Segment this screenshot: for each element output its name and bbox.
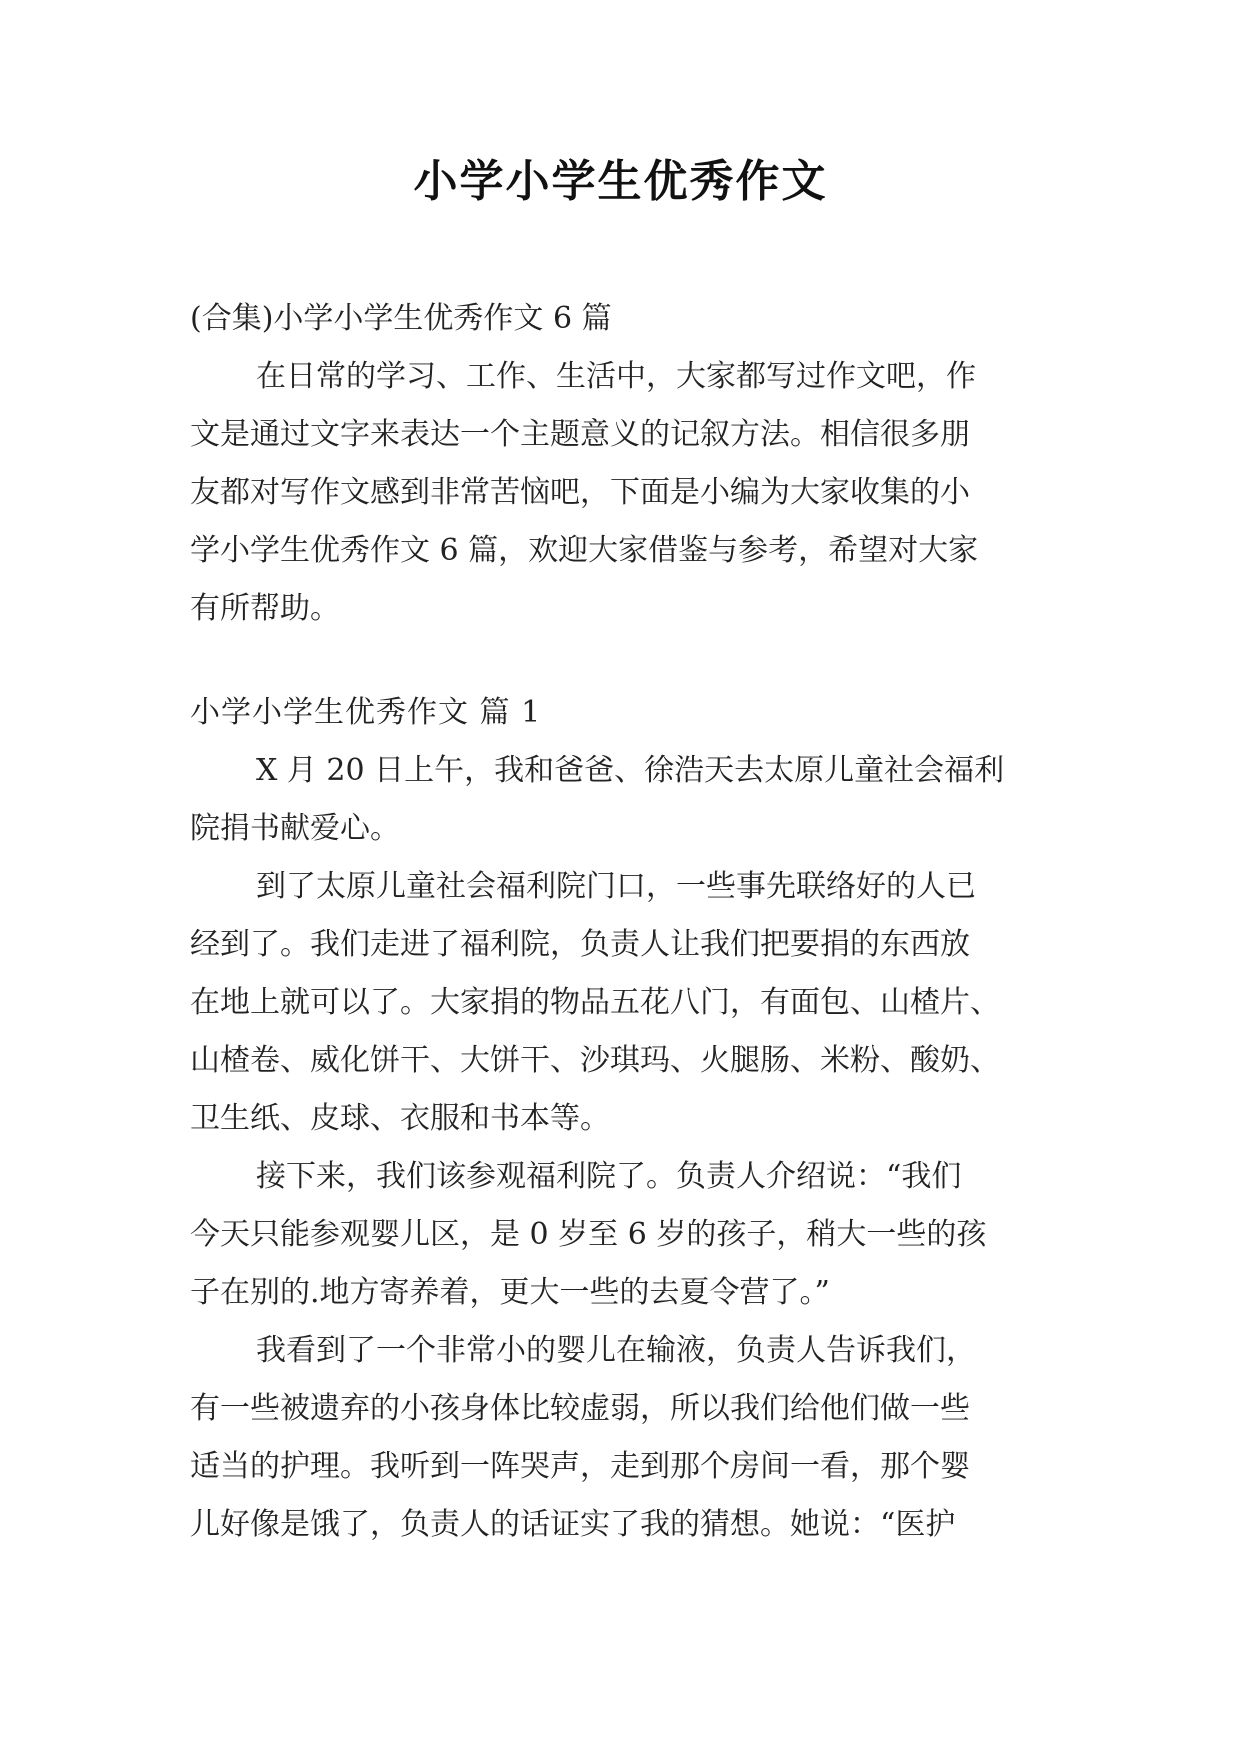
- paragraph-line: 卫生纸、皮球、衣服和书本等。: [190, 1101, 610, 1136]
- paragraph-line: 院捐书献爱心。: [190, 811, 400, 846]
- paragraph-line: 我看到了一个非常小的婴儿在输液，负责人告诉我们，: [256, 1333, 976, 1368]
- intro-paragraph: [190, 348, 1058, 638]
- section-gap: [190, 638, 1058, 684]
- paragraph-line: 子在别的.地方寄养着，更大一些的去夏令营了。”: [190, 1275, 830, 1310]
- paragraph-line: 到了太原儿童社会福利院门口，一些事先联络好的人已: [256, 869, 976, 904]
- paragraph-1: [190, 742, 1058, 858]
- intro-line: 友都对写作文感到非常苦恼吧，下面是小编为大家收集的小: [190, 475, 970, 510]
- intro-line: 学小学生优秀作文 6 篇，欢迎大家借鉴与参考，希望对大家: [190, 533, 979, 568]
- intro-line: 有所帮助。: [190, 591, 340, 626]
- document-body: [190, 290, 1058, 1554]
- paragraph-4: [190, 1322, 1058, 1554]
- paragraph-line: 适当的护理。我听到一阵哭声，走到那个房间一看，那个婴: [190, 1449, 970, 1484]
- paragraph-line: 今天只能参观婴儿区，是 0 岁至 6 岁的孩子，稍大一些的孩: [190, 1217, 987, 1252]
- intro-line: 在日常的学习、工作、生活中，大家都写过作文吧，作: [256, 359, 976, 394]
- intro-line: 文是通过文字来表达一个主题意义的记叙方法。相信很多朋: [190, 417, 970, 452]
- paragraph-line: X 月 20 日上午，我和爸爸、徐浩天去太原儿童社会福利: [256, 753, 1005, 788]
- paragraph-line: 接下来，我们该参观福利院了。负责人介绍说：“我们: [256, 1159, 962, 1194]
- paragraph-line: 儿好像是饿了，负责人的话证实了我的猜想。她说：“医护: [190, 1507, 956, 1542]
- paragraph-line: 山楂卷、威化饼干、大饼干、沙琪玛、火腿肠、米粉、酸奶、: [190, 1043, 1000, 1078]
- paragraph-line: 有一些被遗弃的小孩身体比较虚弱，所以我们给他们做一些: [190, 1391, 970, 1426]
- paragraph-line: 在地上就可以了。大家捐的物品五花八门，有面包、山楂片、: [190, 985, 1000, 1020]
- paragraph-line: 经到了。我们走进了福利院，负责人让我们把要捐的东西放: [190, 927, 970, 962]
- paragraph-3: [190, 1148, 1058, 1322]
- section-heading: 小学小学生优秀作文 篇 1: [190, 695, 542, 730]
- paragraph-2: [190, 858, 1058, 1148]
- collection-label: (合集)小学小学生优秀作文 6 篇: [190, 301, 612, 336]
- document-title: 小学小学生优秀作文: [413, 156, 828, 207]
